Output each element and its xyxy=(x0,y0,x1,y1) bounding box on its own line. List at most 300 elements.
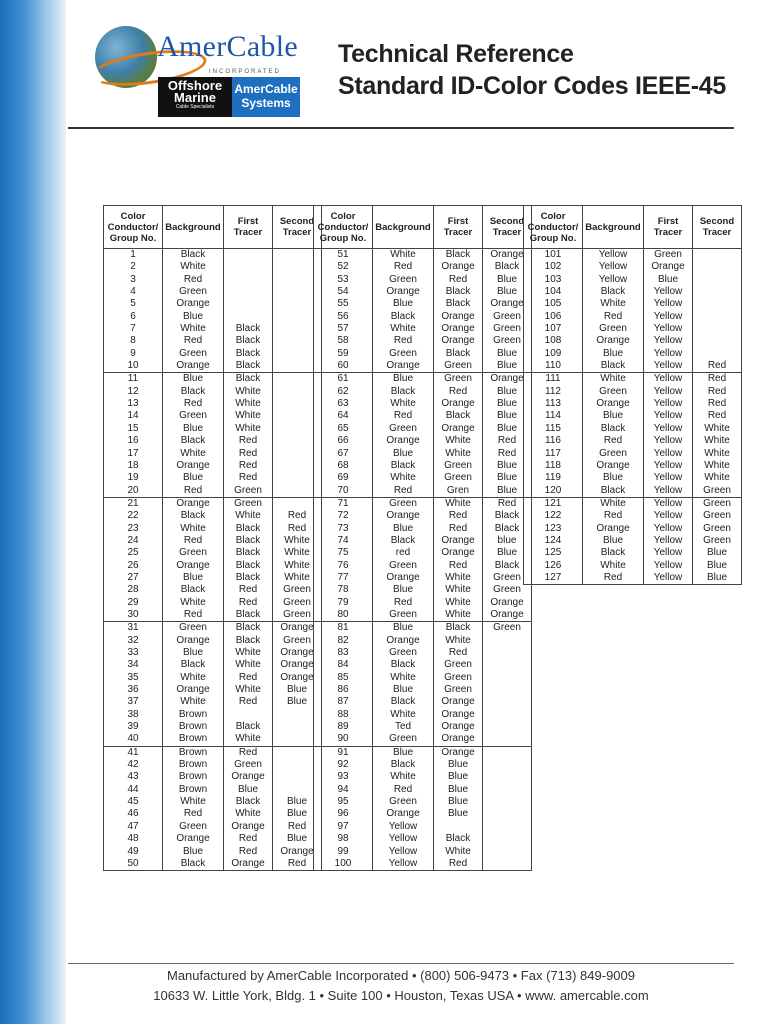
table-row xyxy=(314,584,532,596)
table-row xyxy=(314,672,532,684)
group-number: 3 xyxy=(104,274,163,286)
group-number: 19 xyxy=(104,472,163,484)
first-tracer-cell: Yellow xyxy=(644,535,693,547)
table-row xyxy=(314,808,532,820)
group-number: 67 xyxy=(314,448,373,460)
brand-subtitle: INCORPORATED xyxy=(209,69,281,75)
second-tracer-cell: Blue xyxy=(273,796,322,808)
first-tracer-cell: White xyxy=(224,398,273,410)
background-cell: White xyxy=(163,523,224,535)
background-cell: Black xyxy=(583,485,644,498)
second-tracer-cell: Red xyxy=(693,398,742,410)
background-cell: Green xyxy=(373,647,434,659)
group-number: 52 xyxy=(314,261,373,273)
second-tracer-cell: Orange xyxy=(483,609,532,622)
table-row xyxy=(104,733,322,746)
first-tracer-cell: Red xyxy=(224,460,273,472)
background-cell: Brown xyxy=(163,746,224,759)
group-number: 36 xyxy=(104,684,163,696)
table-row xyxy=(104,398,322,410)
group-number: 90 xyxy=(314,733,373,746)
table-row xyxy=(314,286,532,298)
group-number: 96 xyxy=(314,808,373,820)
first-tracer-cell: Black xyxy=(224,535,273,547)
table-row xyxy=(104,858,322,871)
second-tracer-cell: Blue xyxy=(483,485,532,498)
background-cell: Black xyxy=(163,510,224,522)
table-row xyxy=(104,286,322,298)
background-cell: Black xyxy=(163,249,224,262)
group-number: 9 xyxy=(104,348,163,360)
table-row xyxy=(524,547,742,559)
group-number: 114 xyxy=(524,410,583,422)
second-tracer-cell: Blue xyxy=(483,360,532,373)
group-number: 4 xyxy=(104,286,163,298)
second-tracer-cell: Blue xyxy=(483,460,532,472)
background-cell: Black xyxy=(583,286,644,298)
first-tracer-cell: White xyxy=(224,808,273,820)
table-row xyxy=(314,298,532,310)
group-number: 1 xyxy=(104,249,163,262)
second-tracer-cell: Blue xyxy=(483,423,532,435)
group-number: 58 xyxy=(314,335,373,347)
background-cell: Green xyxy=(373,423,434,435)
background-cell: Brown xyxy=(163,709,224,721)
group-number: 110 xyxy=(524,360,583,373)
table-row xyxy=(104,535,322,547)
group-number: 120 xyxy=(524,485,583,498)
background-cell: Green xyxy=(163,821,224,833)
table-row xyxy=(524,560,742,572)
background-cell: Brown xyxy=(163,721,224,733)
second-tracer-cell: Orange xyxy=(273,647,322,659)
header-background: Background xyxy=(583,206,644,249)
first-tracer-cell: Green xyxy=(224,497,273,510)
table-row xyxy=(314,360,532,373)
first-tracer-cell: Orange xyxy=(434,746,483,759)
first-tracer-cell: Black xyxy=(224,560,273,572)
background-cell: Green xyxy=(163,547,224,559)
brand-name: AmerCable xyxy=(157,30,298,63)
group-number: 33 xyxy=(104,647,163,659)
second-tracer-cell: Green xyxy=(483,572,532,584)
first-tracer-cell: Black xyxy=(224,609,273,622)
first-tracer-cell: White xyxy=(434,435,483,447)
background-cell: Blue xyxy=(583,410,644,422)
background-cell: Green xyxy=(373,733,434,746)
background-cell: Green xyxy=(373,497,434,510)
first-tracer-cell xyxy=(224,286,273,298)
first-tracer-cell: Green xyxy=(434,360,483,373)
first-tracer-cell: Orange xyxy=(434,311,483,323)
footer-line-2: 10633 W. Little York, Bldg. 1 • Suite 100 • Houston, Texas USA • www. amercable.com xyxy=(153,988,649,1003)
group-number: 106 xyxy=(524,311,583,323)
background-cell: Blue xyxy=(373,298,434,310)
group-number: 113 xyxy=(524,398,583,410)
group-number: 126 xyxy=(524,560,583,572)
first-tracer-cell: White xyxy=(224,410,273,422)
second-tracer-cell: Blue xyxy=(273,833,322,845)
first-tracer-cell: Red xyxy=(224,833,273,845)
table-row xyxy=(524,348,742,360)
group-number: 95 xyxy=(314,796,373,808)
group-number: 82 xyxy=(314,635,373,647)
second-tracer-cell: Blue xyxy=(273,684,322,696)
color-code-table-2 xyxy=(313,205,532,871)
amercable-logo xyxy=(95,22,310,117)
table-row xyxy=(314,733,532,746)
table-row xyxy=(314,833,532,845)
group-number: 45 xyxy=(104,796,163,808)
background-cell: White xyxy=(373,472,434,484)
background-cell: Black xyxy=(163,858,224,871)
second-tracer-cell xyxy=(483,721,532,733)
page-title xyxy=(338,38,726,102)
second-tracer-cell xyxy=(483,709,532,721)
table-row xyxy=(104,821,322,833)
group-number: 24 xyxy=(104,535,163,547)
second-tracer-cell xyxy=(483,746,532,759)
group-number: 28 xyxy=(104,584,163,596)
second-tracer-cell: Red xyxy=(273,821,322,833)
second-tracer-cell: Black xyxy=(483,523,532,535)
background-cell: Red xyxy=(163,398,224,410)
first-tracer-cell: Red xyxy=(434,386,483,398)
second-tracer-cell: Red xyxy=(483,497,532,510)
background-cell: Black xyxy=(373,386,434,398)
group-number: 92 xyxy=(314,759,373,771)
header-second: Second Tracer xyxy=(483,206,532,249)
table-row xyxy=(104,435,322,447)
background-cell: Orange xyxy=(373,572,434,584)
table-row xyxy=(104,472,322,484)
group-number: 29 xyxy=(104,597,163,609)
background-cell: Red xyxy=(583,311,644,323)
background-cell: White xyxy=(163,696,224,708)
background-cell: Black xyxy=(163,659,224,671)
background-cell: Blue xyxy=(373,523,434,535)
group-number: 11 xyxy=(104,373,163,386)
first-tracer-cell: White xyxy=(224,733,273,746)
background-cell: Black xyxy=(373,311,434,323)
group-number: 42 xyxy=(104,759,163,771)
table-row xyxy=(314,523,532,535)
background-cell: Orange xyxy=(373,435,434,447)
group-number: 72 xyxy=(314,510,373,522)
first-tracer-cell: Red xyxy=(224,846,273,858)
group-number: 108 xyxy=(524,335,583,347)
first-tracer-cell: Orange xyxy=(434,547,483,559)
first-tracer-cell: Blue xyxy=(434,784,483,796)
table-row xyxy=(104,510,322,522)
second-tracer-cell xyxy=(483,784,532,796)
table-row xyxy=(314,796,532,808)
background-cell: Orange xyxy=(373,286,434,298)
table-row xyxy=(524,335,742,347)
background-cell: Green xyxy=(373,609,434,622)
first-tracer-cell: Red xyxy=(224,597,273,609)
group-number: 23 xyxy=(104,523,163,535)
first-tracer-cell: Black xyxy=(224,622,273,635)
second-tracer-cell: Green xyxy=(483,584,532,596)
table-row xyxy=(104,360,322,373)
second-tracer-cell: Green xyxy=(693,523,742,535)
second-tracer-cell xyxy=(483,771,532,783)
table-row xyxy=(104,547,322,559)
background-cell: Black xyxy=(373,535,434,547)
first-tracer-cell: Orange xyxy=(224,858,273,871)
background-cell: Green xyxy=(163,348,224,360)
second-tracer-cell: Blue xyxy=(693,547,742,559)
table-row xyxy=(524,448,742,460)
table-row xyxy=(314,348,532,360)
group-number: 122 xyxy=(524,510,583,522)
background-cell: Red xyxy=(583,510,644,522)
table-header-row xyxy=(104,206,322,249)
group-number: 38 xyxy=(104,709,163,721)
first-tracer-cell: Red xyxy=(224,584,273,596)
table-row xyxy=(104,647,322,659)
table-header-row xyxy=(314,206,532,249)
group-number: 5 xyxy=(104,298,163,310)
second-tracer-cell: White xyxy=(693,472,742,484)
second-tracer-cell xyxy=(483,684,532,696)
table-row xyxy=(524,410,742,422)
first-tracer-cell xyxy=(224,261,273,273)
header-second: Second Tracer xyxy=(693,206,742,249)
group-number: 35 xyxy=(104,672,163,684)
header-first: First Tracer xyxy=(434,206,483,249)
group-number: 116 xyxy=(524,435,583,447)
background-cell: Orange xyxy=(583,398,644,410)
table-row xyxy=(524,311,742,323)
group-number: 125 xyxy=(524,547,583,559)
second-tracer-cell: Red xyxy=(273,510,322,522)
second-tracer-cell xyxy=(693,261,742,273)
table-row xyxy=(314,435,532,447)
table-row xyxy=(104,672,322,684)
second-tracer-cell xyxy=(693,298,742,310)
first-tracer-cell: Red xyxy=(224,448,273,460)
table-row xyxy=(524,398,742,410)
group-number: 81 xyxy=(314,622,373,635)
background-cell: Red xyxy=(163,808,224,820)
table-row xyxy=(524,261,742,273)
second-tracer-cell: Orange xyxy=(273,846,322,858)
second-tracer-cell: Green xyxy=(483,323,532,335)
second-tracer-cell: White xyxy=(693,448,742,460)
background-cell: Green xyxy=(583,386,644,398)
table-row xyxy=(524,472,742,484)
background-cell: White xyxy=(373,249,434,262)
background-cell: Orange xyxy=(163,833,224,845)
header-group: Color Conductor/ Group No. xyxy=(104,206,163,249)
second-tracer-cell xyxy=(483,635,532,647)
group-number: 8 xyxy=(104,335,163,347)
group-number: 65 xyxy=(314,423,373,435)
first-tracer-cell: Yellow xyxy=(644,423,693,435)
first-tracer-cell xyxy=(224,311,273,323)
amercable-systems-badge: AmerCable Systems xyxy=(232,77,300,117)
background-cell: White xyxy=(163,323,224,335)
table-row xyxy=(104,386,322,398)
second-tracer-cell xyxy=(483,796,532,808)
first-tracer-cell: Red xyxy=(434,523,483,535)
group-number: 127 xyxy=(524,572,583,585)
second-tracer-cell: Green xyxy=(483,622,532,635)
second-tracer-cell xyxy=(483,821,532,833)
first-tracer-cell: White xyxy=(434,448,483,460)
background-cell: White xyxy=(373,398,434,410)
background-cell: Orange xyxy=(373,808,434,820)
table-row xyxy=(524,373,742,386)
group-number: 73 xyxy=(314,523,373,535)
cable-specialists-label: Cable Specialists xyxy=(175,104,215,110)
second-tracer-cell: Green xyxy=(273,597,322,609)
background-cell: White xyxy=(373,323,434,335)
first-tracer-cell: Green xyxy=(434,373,483,386)
background-cell: Blue xyxy=(583,472,644,484)
background-cell: Orange xyxy=(163,298,224,310)
table-row xyxy=(104,659,322,671)
group-number: 78 xyxy=(314,584,373,596)
table-row xyxy=(104,373,322,386)
table-row xyxy=(104,261,322,273)
group-number: 44 xyxy=(104,784,163,796)
background-cell: Red xyxy=(373,784,434,796)
first-tracer-cell: Yellow xyxy=(644,523,693,535)
table-row xyxy=(314,448,532,460)
group-number: 34 xyxy=(104,659,163,671)
first-tracer-cell: Green xyxy=(434,472,483,484)
table-row xyxy=(314,423,532,435)
first-tracer-cell: White xyxy=(434,846,483,858)
table-row xyxy=(314,709,532,721)
table-row xyxy=(524,249,742,262)
background-cell: White xyxy=(163,672,224,684)
table-row xyxy=(104,348,322,360)
table-row xyxy=(104,771,322,783)
header-group: Color Conductor/ Group No. xyxy=(314,206,373,249)
group-number: 77 xyxy=(314,572,373,584)
table-row xyxy=(104,833,322,845)
second-tracer-cell xyxy=(483,659,532,671)
table-row xyxy=(314,635,532,647)
header-background: Background xyxy=(163,206,224,249)
group-number: 31 xyxy=(104,622,163,635)
background-cell: Black xyxy=(373,659,434,671)
second-tracer-cell: Blue xyxy=(273,696,322,708)
first-tracer-cell: Blue xyxy=(644,274,693,286)
table-row xyxy=(104,635,322,647)
background-cell: Red xyxy=(163,535,224,547)
table-row xyxy=(314,485,532,498)
title-line-1: Technical Reference xyxy=(338,40,574,68)
background-cell: Blue xyxy=(163,373,224,386)
first-tracer-cell: Orange xyxy=(434,709,483,721)
first-tracer-cell: Red xyxy=(224,435,273,447)
group-number: 87 xyxy=(314,696,373,708)
group-number: 118 xyxy=(524,460,583,472)
group-number: 88 xyxy=(314,709,373,721)
group-number: 2 xyxy=(104,261,163,273)
first-tracer-cell: Yellow xyxy=(644,472,693,484)
first-tracer-cell: White xyxy=(224,386,273,398)
second-tracer-cell: Red xyxy=(483,435,532,447)
first-tracer-cell: White xyxy=(224,647,273,659)
table-row xyxy=(104,759,322,771)
table-row xyxy=(104,497,322,510)
second-tracer-cell: Green xyxy=(693,485,742,498)
first-tracer-cell: Orange xyxy=(434,261,483,273)
table-row xyxy=(104,696,322,708)
group-number: 94 xyxy=(314,784,373,796)
background-cell: White xyxy=(163,448,224,460)
second-tracer-cell: Blue xyxy=(483,386,532,398)
table-row xyxy=(314,846,532,858)
table-row xyxy=(314,659,532,671)
background-cell: Brown xyxy=(163,784,224,796)
first-tracer-cell: Black xyxy=(434,348,483,360)
table-row xyxy=(524,274,742,286)
background-cell: Brown xyxy=(163,771,224,783)
table-row xyxy=(524,423,742,435)
background-cell: White xyxy=(163,796,224,808)
second-tracer-cell: White xyxy=(693,460,742,472)
table-row xyxy=(314,746,532,759)
group-number: 59 xyxy=(314,348,373,360)
group-number: 98 xyxy=(314,833,373,845)
group-number: 41 xyxy=(104,746,163,759)
background-cell: Green xyxy=(373,560,434,572)
table-row xyxy=(524,460,742,472)
first-tracer-cell: White xyxy=(224,423,273,435)
first-tracer-cell: Red xyxy=(224,472,273,484)
second-tracer-cell: Red xyxy=(693,373,742,386)
table-row xyxy=(524,298,742,310)
first-tracer-cell: Black xyxy=(224,523,273,535)
first-tracer-cell: Black xyxy=(224,360,273,373)
footer-divider xyxy=(68,963,734,964)
footer-line-1: Manufactured by AmerCable Incorporated • (800) 506-9473 • Fax (713) 849-9009 xyxy=(167,968,635,983)
table-row xyxy=(104,448,322,460)
first-tracer-cell: Yellow xyxy=(644,560,693,572)
table-row xyxy=(104,335,322,347)
group-number: 112 xyxy=(524,386,583,398)
table-row xyxy=(104,560,322,572)
background-cell: Green xyxy=(583,448,644,460)
table-row xyxy=(104,485,322,498)
background-cell: Black xyxy=(583,360,644,373)
first-tracer-cell: White xyxy=(224,684,273,696)
table-row xyxy=(314,647,532,659)
second-tracer-cell xyxy=(693,249,742,262)
table-row xyxy=(314,560,532,572)
table-row xyxy=(524,535,742,547)
table-row xyxy=(104,460,322,472)
table-row xyxy=(314,609,532,622)
header-divider xyxy=(68,127,734,129)
background-cell: Blue xyxy=(163,572,224,584)
group-number: 50 xyxy=(104,858,163,871)
background-cell: Yellow xyxy=(373,858,434,871)
first-tracer-cell: Green xyxy=(644,249,693,262)
group-number: 105 xyxy=(524,298,583,310)
group-number: 63 xyxy=(314,398,373,410)
table-row xyxy=(314,323,532,335)
group-number: 111 xyxy=(524,373,583,386)
second-tracer-cell xyxy=(483,833,532,845)
